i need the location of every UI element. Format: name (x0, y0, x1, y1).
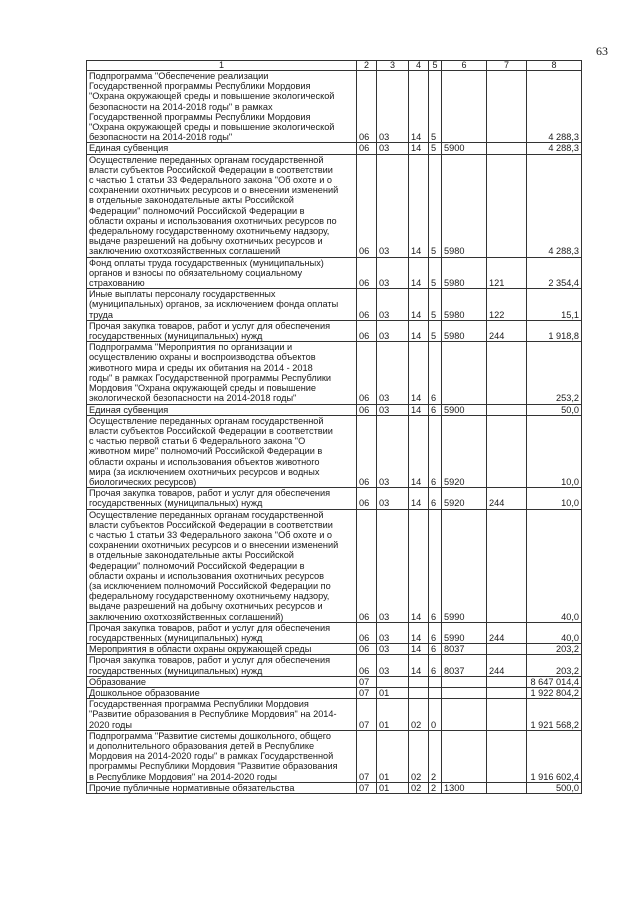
row-name (87, 289, 357, 321)
code-cell: 14 (409, 320, 429, 341)
amount-cell: 1 921 568,2 (527, 699, 582, 731)
row-name-line: с частью 1 статьи 33 Федерального закона "Об охоте и о (89, 175, 332, 186)
row-name (87, 676, 357, 687)
row-name-line: 2020 годы (89, 719, 133, 730)
code-cell (377, 676, 409, 687)
code-cell: 03 (377, 488, 409, 509)
row-name (87, 71, 357, 143)
row-name-line: Государственная программа Республики Мордовия (89, 699, 309, 710)
row-name-line: Дошкольное образование (89, 687, 200, 698)
row-name-line: Федерации" полномочий Российской Федерации в (89, 205, 305, 216)
row-name-line: Мероприятия в области охраны окружающей среды (89, 644, 312, 655)
row-name-line: Осуществление переданных органам государственной (89, 154, 324, 165)
code-cell: 06 (357, 154, 377, 257)
row-name-line: "Охрана окружающей среды и повышение экологической (89, 122, 335, 133)
code-cell (429, 676, 442, 687)
row-name-line: Образование (89, 676, 146, 687)
row-name-line: Мордовия "Охрана окружающей среды и повышение (89, 383, 317, 394)
code-cell: 5920 (442, 488, 487, 509)
row-name-line: (муниципальных) органов, за исключением фонда оплаты (89, 299, 339, 310)
code-cell (442, 687, 487, 698)
row-name-line: федеральному государственному охотничьему надзору, (89, 591, 330, 602)
table-row (87, 71, 582, 143)
table-row (87, 655, 582, 676)
code-cell (487, 404, 527, 415)
row-name (87, 509, 357, 622)
row-name-line: сохранении охотничьих ресурсов и о внесении изменений (89, 540, 339, 551)
code-cell: 03 (377, 415, 409, 487)
code-cell: 07 (357, 687, 377, 698)
row-name-line: (за исключением полномочий Российской Федерации по (89, 580, 331, 591)
column-header: 2 (357, 61, 377, 71)
table-row (87, 730, 582, 782)
code-cell: 03 (377, 143, 409, 154)
code-cell: 5990 (442, 509, 487, 622)
code-cell (442, 699, 487, 731)
code-cell: 5980 (442, 257, 487, 289)
code-cell: 02 (409, 782, 429, 793)
row-name-line: Единая субвенция (89, 143, 169, 154)
code-cell (442, 71, 487, 143)
row-name-line: Прочие публичные нормативные обязательства (89, 782, 295, 793)
row-name-line: Прочая закупка товаров, работ и услуг для обеспечения (89, 622, 331, 633)
code-cell (487, 644, 527, 655)
code-cell: 121 (487, 257, 527, 289)
code-cell: 14 (409, 404, 429, 415)
row-name-line: Подпрограмма "Развитие системы дошкольного, общего (89, 730, 332, 741)
code-cell (442, 342, 487, 404)
row-name-line: Единая субвенция (89, 404, 169, 415)
code-cell: 02 (409, 730, 429, 782)
row-name-line: выдаче разрешений на добычу охотничьих ресурсов и (89, 601, 323, 612)
row-name-line: Осуществление переданных органам государственной (89, 509, 324, 520)
code-cell: 06 (357, 342, 377, 404)
table-row (87, 415, 582, 487)
amount-cell: 10,0 (527, 415, 582, 487)
row-name-line: и дополнительного образования детей в Республике (89, 741, 315, 751)
row-name-line: с частью первой статьи 6 Федерального закона "О (89, 436, 306, 447)
row-name-line: государственных (муниципальных) нужд (89, 498, 263, 509)
code-cell (442, 676, 487, 687)
row-name-line: области охраны и использования охотничьих ресурсов по (89, 215, 337, 226)
code-cell: 01 (377, 730, 409, 782)
code-cell: 06 (357, 622, 377, 643)
row-name-line: безопасности на 2014-2018 годы" в рамках (89, 101, 273, 112)
code-cell (409, 687, 429, 698)
code-cell: 14 (409, 655, 429, 676)
code-cell: 6 (429, 488, 442, 509)
row-name-line: биологических ресурсов) (89, 476, 197, 487)
code-cell: 8037 (442, 655, 487, 676)
code-cell: 03 (377, 289, 409, 321)
code-cell (487, 730, 527, 782)
code-cell: 07 (357, 676, 377, 687)
code-cell (442, 730, 487, 782)
code-cell: 5 (429, 320, 442, 341)
code-cell: 03 (377, 257, 409, 289)
row-name-line: с частью 1 статьи 33 Федерального закона "Об охоте и о (89, 529, 332, 540)
code-cell: 5980 (442, 289, 487, 321)
code-cell: 06 (357, 257, 377, 289)
code-cell: 6 (429, 509, 442, 622)
amount-cell: 50,0 (527, 404, 582, 415)
code-cell: 06 (357, 143, 377, 154)
code-cell: 14 (409, 488, 429, 509)
code-cell: 0 (429, 699, 442, 731)
row-name-line: осуществлению охраны и воспроизводства объектов (89, 352, 316, 363)
code-cell: 5900 (442, 404, 487, 415)
table-row (87, 644, 582, 655)
code-cell: 8037 (442, 644, 487, 655)
code-cell: 244 (487, 488, 527, 509)
row-name-line: Подпрограмма "Мероприятия по организации и (89, 342, 293, 353)
code-cell: 03 (377, 655, 409, 676)
row-name-line: "Развитие образования в Республике Мордовия" на 2014- (89, 709, 337, 720)
code-cell: 01 (377, 699, 409, 731)
code-cell (487, 143, 527, 154)
column-header: 6 (442, 61, 487, 71)
row-name-line: Прочая закупка товаров, работ и услуг для обеспечения (89, 488, 331, 499)
amount-cell: 10,0 (527, 488, 582, 509)
code-cell: 14 (409, 342, 429, 404)
table-header-row (87, 61, 582, 71)
table-row (87, 699, 582, 731)
code-cell (487, 687, 527, 698)
code-cell: 01 (377, 687, 409, 698)
amount-cell: 8 647 014,4 (527, 676, 582, 687)
code-cell (487, 415, 527, 487)
code-cell: 07 (357, 782, 377, 793)
code-cell: 6 (429, 404, 442, 415)
row-name-line: Мордовия на 2014-2020 годы" в рамках Государственной (89, 751, 334, 762)
code-cell: 03 (377, 622, 409, 643)
column-header: 8 (527, 61, 582, 71)
row-name-line: государственных (муниципальных) нужд (89, 331, 263, 342)
row-name-line: заключению охотхозяйственных соглашений (89, 246, 281, 257)
amount-cell: 2 354,4 (527, 257, 582, 289)
row-name-line: безопасности на 2014-2018 годы" (89, 132, 233, 143)
code-cell: 06 (357, 509, 377, 622)
amount-cell: 1 916 602,4 (527, 730, 582, 782)
row-name-line: мира (за исключением охотничьих ресурсов и водных (89, 466, 320, 477)
row-name-line: области охраны и использования охотничьих ресурсов (89, 570, 325, 581)
code-cell: 14 (409, 154, 429, 257)
code-cell: 06 (357, 415, 377, 487)
column-header: 5 (429, 61, 442, 71)
code-cell: 07 (357, 699, 377, 731)
row-name-line: Прочая закупка товаров, работ и услуг для обеспечения (89, 655, 331, 666)
code-cell: 06 (357, 71, 377, 143)
row-name-line: в отдельные законодательные акты Российской (89, 550, 294, 561)
row-name-line: в отдельные законодательные акты Российской (89, 195, 294, 206)
code-cell: 14 (409, 257, 429, 289)
row-name (87, 415, 357, 487)
row-name-line: государственных (муниципальных) нужд (89, 632, 263, 643)
column-header: 3 (377, 61, 409, 71)
code-cell (429, 687, 442, 698)
row-name-line: органов и взносы по обязательному социальному (89, 267, 303, 278)
row-name (87, 404, 357, 415)
table-row (87, 488, 582, 509)
row-name (87, 257, 357, 289)
table-row (87, 143, 582, 154)
code-cell: 06 (357, 404, 377, 415)
code-cell: 6 (429, 415, 442, 487)
row-name (87, 644, 357, 655)
table-row (87, 509, 582, 622)
amount-cell: 4 288,3 (527, 71, 582, 143)
code-cell: 5980 (442, 320, 487, 341)
amount-cell: 4 288,3 (527, 154, 582, 257)
row-name-line: Иные выплаты персоналу государственных (89, 289, 276, 300)
row-name-line: государственных (муниципальных) нужд (89, 665, 263, 676)
page-number: 63 (596, 44, 608, 58)
row-name-line: Подпрограмма "Обеспечение реализации (89, 71, 269, 81)
table-row (87, 154, 582, 257)
amount-cell: 15,1 (527, 289, 582, 321)
row-name (87, 699, 357, 731)
amount-cell: 253,2 (527, 342, 582, 404)
row-name-line: Государственной программы Республики Мордовия (89, 81, 311, 92)
table-row (87, 342, 582, 404)
code-cell: 07 (357, 730, 377, 782)
code-cell: 5990 (442, 622, 487, 643)
budget-table (86, 60, 582, 794)
code-cell: 06 (357, 655, 377, 676)
code-cell: 6 (429, 644, 442, 655)
row-name-line: области охраны и использования объектов животного (89, 456, 320, 467)
code-cell: 03 (377, 154, 409, 257)
code-cell: 2 (429, 782, 442, 793)
code-cell (487, 782, 527, 793)
code-cell (487, 342, 527, 404)
row-name-line: Государственной программы Республики Мордовия (89, 111, 311, 122)
code-cell (487, 699, 527, 731)
row-name-line: выдаче разрешений на добычу охотничьих ресурсов и (89, 236, 323, 247)
code-cell: 5 (429, 289, 442, 321)
row-name (87, 143, 357, 154)
table-row (87, 782, 582, 793)
row-name-line: сохранении охотничьих ресурсов и о внесении изменений (89, 185, 339, 196)
row-name-line: Федерации" полномочий Российской Федерации в (89, 560, 305, 571)
row-name (87, 730, 357, 782)
code-cell: 03 (377, 71, 409, 143)
amount-cell: 4 288,3 (527, 143, 582, 154)
row-name (87, 622, 357, 643)
row-name-line: заключению охотхозяйственных соглашений) (89, 611, 284, 622)
column-header: 1 (87, 61, 357, 71)
code-cell: 6 (429, 622, 442, 643)
table-row (87, 676, 582, 687)
code-cell: 14 (409, 143, 429, 154)
code-cell: 14 (409, 644, 429, 655)
table-row (87, 622, 582, 643)
row-name (87, 320, 357, 341)
row-name-line: Осуществление переданных органам государственной (89, 415, 324, 426)
row-name (87, 488, 357, 509)
code-cell: 03 (377, 342, 409, 404)
code-cell: 244 (487, 320, 527, 341)
table-row (87, 404, 582, 415)
row-name (87, 782, 357, 793)
amount-cell: 203,2 (527, 644, 582, 655)
code-cell: 01 (377, 782, 409, 793)
code-cell: 14 (409, 289, 429, 321)
row-name (87, 342, 357, 404)
row-name-line: программы Республики Мордовия "Развитие образования (89, 761, 338, 772)
code-cell: 5900 (442, 143, 487, 154)
amount-cell: 1 922 804,2 (527, 687, 582, 698)
code-cell: 244 (487, 655, 527, 676)
row-name-line: труда (89, 309, 113, 320)
table-row (87, 320, 582, 341)
code-cell: 2 (429, 730, 442, 782)
row-name-line: годы" в рамках Государственной программы Республики (89, 372, 331, 383)
row-name-line: в Республике Мордовия" на 2014-2020 годы (89, 771, 277, 782)
row-name-line: власти субъектов Российской Федерации в соответствии (89, 519, 333, 530)
code-cell: 14 (409, 622, 429, 643)
row-name-line: Фонд оплаты труда государственных (муниципальных) (89, 257, 324, 268)
code-cell: 06 (357, 488, 377, 509)
row-name (87, 154, 357, 257)
amount-cell: 40,0 (527, 622, 582, 643)
table-row (87, 257, 582, 289)
column-header: 7 (487, 61, 527, 71)
code-cell: 122 (487, 289, 527, 321)
code-cell (487, 676, 527, 687)
table-row (87, 289, 582, 321)
code-cell: 5 (429, 143, 442, 154)
code-cell: 5980 (442, 154, 487, 257)
row-name-line: животного мира и среды их обитания на 2014 - 2018 (89, 362, 313, 373)
table-row (87, 687, 582, 698)
code-cell: 244 (487, 622, 527, 643)
code-cell: 6 (429, 342, 442, 404)
column-header: 4 (409, 61, 429, 71)
row-name-line: власти субъектов Российской Федерации в соответствии (89, 164, 333, 175)
code-cell: 06 (357, 320, 377, 341)
code-cell (487, 154, 527, 257)
code-cell: 1300 (442, 782, 487, 793)
code-cell: 06 (357, 644, 377, 655)
code-cell: 5 (429, 257, 442, 289)
code-cell: 02 (409, 699, 429, 731)
code-cell: 14 (409, 415, 429, 487)
amount-cell: 500,0 (527, 782, 582, 793)
code-cell: 6 (429, 655, 442, 676)
row-name-line: Прочая закупка товаров, работ и услуг для обеспечения (89, 320, 331, 331)
amount-cell: 1 918,8 (527, 320, 582, 341)
row-name-line: животном мире" полномочий Российской Федерации в (89, 446, 323, 457)
row-name (87, 687, 357, 698)
code-cell: 03 (377, 404, 409, 415)
row-name (87, 655, 357, 676)
code-cell (487, 71, 527, 143)
amount-cell: 203,2 (527, 655, 582, 676)
code-cell (409, 676, 429, 687)
code-cell: 03 (377, 644, 409, 655)
row-name-line: власти субъектов Российской Федерации в соответствии (89, 425, 333, 436)
code-cell: 06 (357, 289, 377, 321)
row-name-line: экологической безопасности на 2014-2018 годы" (89, 393, 297, 404)
row-name-line: федеральному государственному охотничьему надзору, (89, 226, 330, 237)
code-cell: 03 (377, 320, 409, 341)
code-cell (487, 509, 527, 622)
amount-cell: 40,0 (527, 509, 582, 622)
code-cell: 5 (429, 71, 442, 143)
code-cell: 5920 (442, 415, 487, 487)
row-name-line: страхованию (89, 278, 145, 289)
row-name-line: "Охрана окружающей среды и повышение экологической (89, 91, 335, 102)
code-cell: 03 (377, 509, 409, 622)
code-cell: 5 (429, 154, 442, 257)
code-cell: 14 (409, 509, 429, 622)
code-cell: 14 (409, 71, 429, 143)
